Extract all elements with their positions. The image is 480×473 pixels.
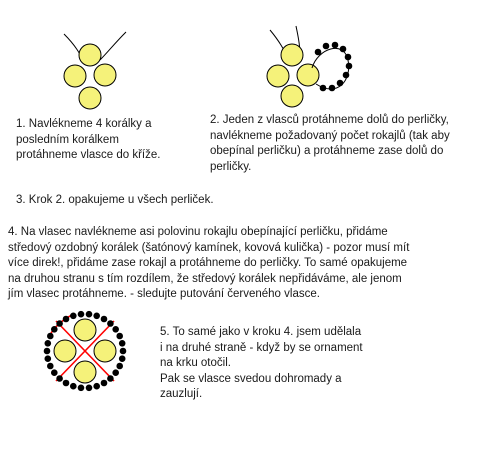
bead-left <box>64 65 86 87</box>
step-4-text: 4. Na vlasec navlékneme asi polovinu rokajlu obepínající perličku, přidáme středový ozdobný korálek (šatónový kamínek, kovová kulička) - pozor musí mít více direk!, přidáme zase rokajl a protáhneme do perličky. To samé opakujeme na druhou stranu s tím rozdílem, že středový korálek nepřidáváme, ale jenom jím vlasec protáhneme. - sledujte putování červeného vlasce. <box>8 226 410 301</box>
seed-bead <box>120 348 127 355</box>
seed-bead <box>119 355 126 362</box>
seed-bead <box>47 333 54 340</box>
seed-bead <box>101 316 108 323</box>
seed-bead <box>107 320 114 327</box>
seed-bead <box>45 340 52 347</box>
bead-bottom <box>74 361 96 383</box>
seed-bead <box>93 313 100 320</box>
figure-step-2 <box>248 22 368 122</box>
seed-bead <box>56 320 63 327</box>
seed-bead <box>119 340 126 347</box>
seed-bead <box>107 375 114 382</box>
seed-bead <box>112 369 119 376</box>
step-1-text: 1. Navlékneme 4 korálky a posledním korálkem protáhneme vlasce do kříže. <box>16 118 161 162</box>
seed-bead <box>86 311 93 318</box>
seed-bead <box>63 380 70 387</box>
figure-step-1 <box>50 28 140 118</box>
bead-left <box>54 340 76 362</box>
seed-bead <box>44 348 51 355</box>
bead-top <box>79 44 101 66</box>
step-3-text: 3. Krok 2. opakujeme u všech perliček. <box>16 194 214 206</box>
seed-bead <box>45 355 52 362</box>
bead-right <box>297 64 319 86</box>
seed-bead <box>116 363 123 370</box>
seed-bead <box>86 385 93 392</box>
seed-bead <box>78 385 85 392</box>
seed-bead <box>70 383 77 390</box>
seed-bead <box>93 383 100 390</box>
step-5-text: 5. To samé jako v kroku 4. jsem udělala i na druhé straně - když by se ornament na krku otočil. Pak se vlasce svedou dohromady a zauzlují. <box>160 326 363 401</box>
bead-top <box>281 44 303 66</box>
seed-bead <box>51 326 58 333</box>
bead-left <box>267 65 289 87</box>
thread-right <box>100 32 126 60</box>
bead-right <box>94 64 116 86</box>
seed-bead <box>63 316 70 323</box>
bead-top <box>74 319 96 341</box>
step-2-text: 2. Jeden z vlasců protáhneme dolů do perličky, navlékneme požadovaný počet rokajlů (tak aby obepínal perličku) a protáhneme zase dolů do perličky. <box>210 114 450 173</box>
seed-bead <box>112 326 119 333</box>
seed-bead <box>116 333 123 340</box>
seed-bead <box>78 311 85 318</box>
seed-bead <box>56 375 63 382</box>
seed-bead <box>51 369 58 376</box>
figure-step-5 <box>30 305 140 405</box>
seed-bead <box>101 380 108 387</box>
seed-bead <box>70 313 77 320</box>
seed-beads <box>315 42 353 92</box>
bead-bottom <box>281 85 303 107</box>
bead-bottom <box>79 87 101 109</box>
bead-right <box>94 340 116 362</box>
seed-bead <box>47 363 54 370</box>
